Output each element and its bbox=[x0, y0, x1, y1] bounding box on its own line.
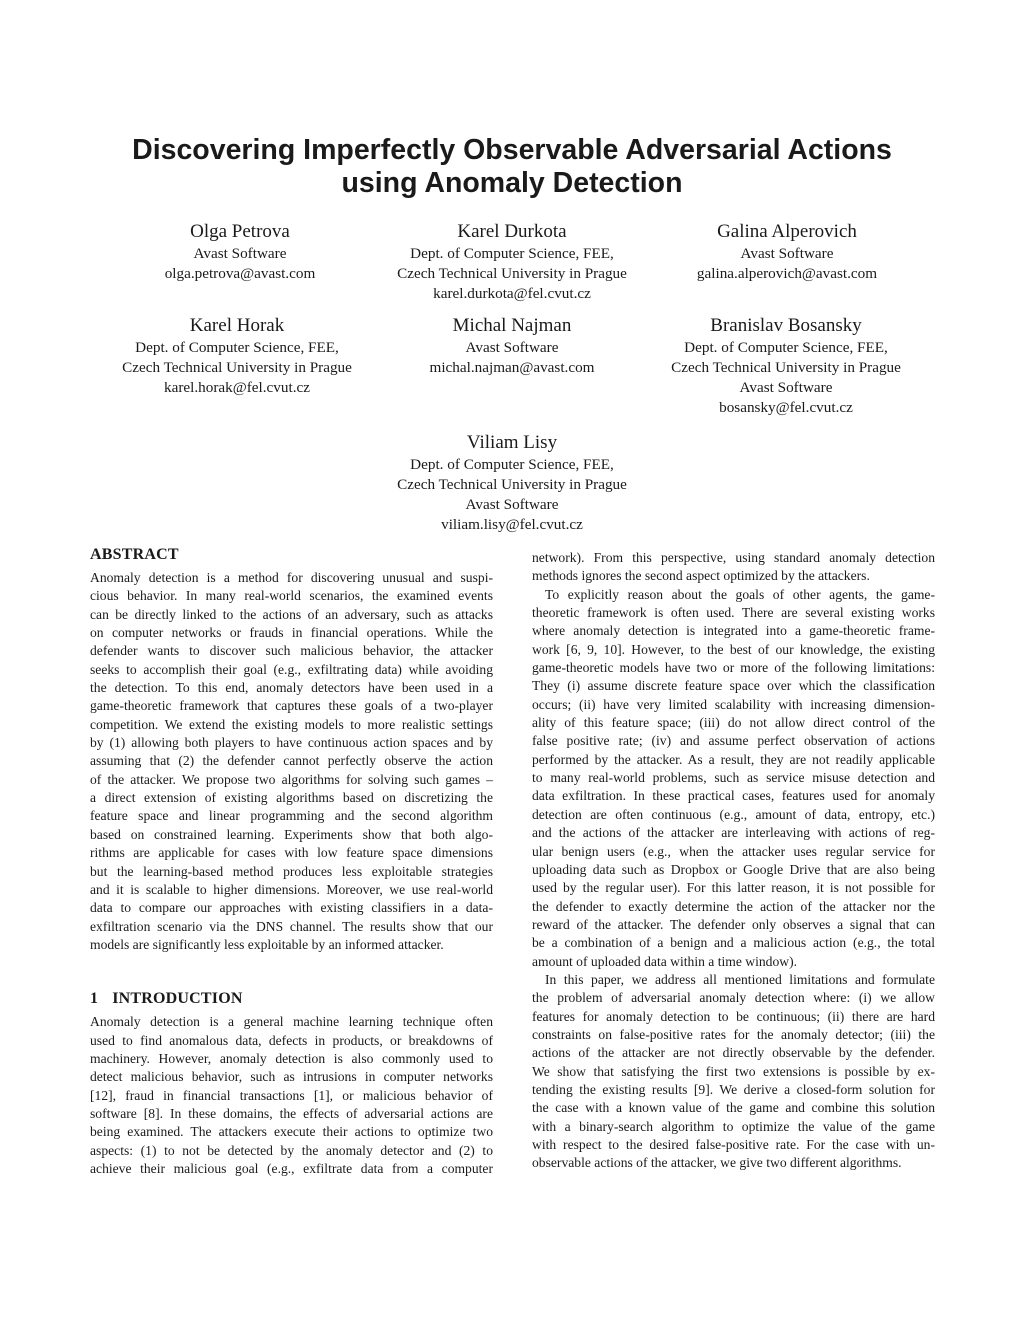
text-line: be a combination of a benign and a malicious action (e.g., the total bbox=[532, 935, 935, 951]
author-name: Michal Najman bbox=[452, 315, 572, 336]
text-line: actions of the attacker are not directly observable by the defender. bbox=[532, 1045, 935, 1061]
text-line: data exfiltration. In these practical cases, features used for anomaly bbox=[532, 788, 935, 804]
author-block bbox=[362, 431, 662, 535]
author-block bbox=[90, 220, 390, 284]
text-line: They (i) assume discrete feature space over which the classification bbox=[532, 678, 935, 694]
text-line: feature space and linear programming and the second algorithm bbox=[90, 808, 493, 824]
author-name: Branislav Bosansky bbox=[710, 315, 862, 336]
author-affiliation: Czech Technical University in Prague bbox=[671, 359, 901, 376]
text-line: detect malicious behavior, such as intrusions in computer networks bbox=[90, 1069, 493, 1085]
paragraph bbox=[532, 971, 935, 1173]
text-line: of the attacker. We propose two algorithms for solving such games – bbox=[90, 771, 493, 787]
author-affiliation: Czech Technical University in Prague bbox=[397, 265, 627, 282]
text-line: false positive rate; (iv) and assume perfect observation of actions bbox=[532, 733, 935, 749]
paper-title bbox=[60, 134, 964, 200]
title-line: Discovering Imperfectly Observable Adversarial Actions bbox=[132, 134, 892, 166]
section-title: INTRODUCTION bbox=[112, 990, 243, 1008]
author-affiliation: Dept. of Computer Science, FEE, bbox=[410, 245, 614, 262]
text-line: software [8]. In these domains, the effects of adversarial actions are bbox=[90, 1105, 493, 1121]
introduction-heading bbox=[90, 989, 493, 1009]
author-affiliation: Avast Software bbox=[193, 245, 287, 262]
text-line: performed by the attacker. As a result, they are not readily applicable bbox=[532, 751, 935, 767]
author-block bbox=[87, 314, 387, 398]
left-column bbox=[90, 545, 493, 1178]
text-line: seeks to accomplish their goal (e.g., exfiltrating data) while avoiding bbox=[90, 661, 493, 677]
text-line: and it is scalable to higher dimensions. Moreover, we use real-world bbox=[90, 881, 493, 897]
text-line: used by the regular user). For this latter reason, it is not possible for bbox=[532, 880, 935, 896]
author-affiliation: Avast Software bbox=[465, 339, 559, 356]
text-line: rithms are applicable for cases with low feature space dimensions bbox=[90, 845, 493, 861]
author-block bbox=[637, 220, 937, 284]
author-block bbox=[636, 314, 936, 418]
text-line: features for anomaly detection to be continuous; (ii) there are hard bbox=[532, 1008, 935, 1024]
text-line: ality of this feature space; (iii) do not allow direct control of the bbox=[532, 715, 935, 731]
author-affiliation: Czech Technical University in Prague bbox=[122, 359, 352, 376]
author-email: viliam.lisy@fel.cvut.cz bbox=[441, 516, 583, 533]
text-line: ular benign users (e.g., when the attacker uses regular service for bbox=[532, 843, 935, 859]
text-line: the defender to exactly determine the action of the attacker nor the bbox=[532, 898, 935, 914]
text-line: but the learning-based method produces less exploitable strategies bbox=[90, 863, 493, 879]
text-line: uploading data such as Dropbox or Google Drive that are also being bbox=[532, 861, 935, 877]
paragraph bbox=[532, 549, 935, 586]
author-email: bosansky@fel.cvut.cz bbox=[719, 399, 853, 416]
text-line: We show that satisfying the first two extensions is possible by ex- bbox=[532, 1063, 935, 1079]
text-line: to many real-world problems, such as service misuse detection and bbox=[532, 770, 935, 786]
text-line: data to compare our approaches with existing classifiers in a data- bbox=[90, 900, 493, 916]
text-line: machinery. However, anomaly detection is also commonly used to bbox=[90, 1050, 493, 1066]
text-line: observable actions of the attacker, we give two different algorithms. bbox=[532, 1155, 902, 1171]
author-affiliation: Dept. of Computer Science, FEE, bbox=[684, 339, 888, 356]
text-line: detection are often continuous (e.g., amount of data, entropy, etc.) bbox=[532, 806, 935, 822]
author-affiliation: Dept. of Computer Science, FEE, bbox=[410, 456, 614, 473]
text-line: game-theoretic models have two or more of the following limitations: bbox=[532, 660, 935, 676]
text-line: exfiltration scenario via the DNS channel. The results show that our bbox=[90, 918, 493, 934]
text-line: being examined. The attackers execute their actions to optimize two bbox=[90, 1124, 493, 1140]
text-line: reward of the attacker. The defender only observes a signal that can bbox=[532, 916, 935, 932]
text-line: the detection. To this end, anomaly detectors have been used in a bbox=[90, 680, 493, 696]
author-affiliation: Dept. of Computer Science, FEE, bbox=[135, 339, 339, 356]
author-affiliation: Czech Technical University in Prague bbox=[397, 476, 627, 493]
section-number: 1 bbox=[90, 990, 99, 1008]
author-name: Karel Durkota bbox=[457, 221, 567, 242]
author-name: Karel Horak bbox=[189, 315, 285, 336]
text-line: used to find anomalous data, defects in products, or breakdowns of bbox=[90, 1032, 493, 1048]
text-line: Anomaly detection is a method for discovering unusual and suspi- bbox=[90, 570, 493, 585]
author-affiliation: Avast Software bbox=[740, 245, 834, 262]
text-line: network). From this perspective, using standard anomaly detection bbox=[532, 550, 935, 565]
text-line: models are significantly less exploitable by an informed attacker. bbox=[90, 936, 444, 952]
author-email: galina.alperovich@avast.com bbox=[696, 265, 878, 282]
author-email: olga.petrova@avast.com bbox=[164, 265, 316, 282]
text-line: constraints on false-positive rates for the anomaly detector; (iii) the bbox=[532, 1026, 935, 1042]
text-line: game-theoretic framework that captures these goals of a two-player bbox=[90, 698, 493, 714]
author-email: michal.najman@avast.com bbox=[429, 359, 595, 376]
author-email: karel.durkota@fel.cvut.cz bbox=[433, 285, 591, 302]
text-line: tending the existing results [9]. We derive a closed-form solution for bbox=[532, 1081, 935, 1097]
text-line: and the actions of the attacker are interleaving with actions of reg- bbox=[532, 825, 935, 841]
author-name: Olga Petrova bbox=[190, 221, 290, 242]
abstract-body bbox=[90, 569, 493, 954]
author-name: Viliam Lisy bbox=[466, 432, 558, 453]
text-line: defender wants to discover such malicious behavior, the attacker bbox=[90, 643, 493, 659]
text-line: amount of uploaded data within a time window). bbox=[532, 953, 798, 969]
text-line: the problem of adversarial anomaly detection where: (i) we allow bbox=[532, 990, 935, 1006]
abstract-heading: ABSTRACT bbox=[90, 546, 179, 563]
text-line: theoretic framework is often used. There are several existing works bbox=[532, 605, 935, 621]
author-affiliation: Avast Software bbox=[739, 379, 833, 396]
author-block bbox=[362, 314, 662, 378]
text-line: cious behavior. In many real-world scenarios, the examined events bbox=[90, 588, 493, 604]
section-gap bbox=[90, 954, 493, 989]
text-line: assuming that (2) the defender cannot perfectly observe the action bbox=[90, 753, 493, 769]
text-line: with a binary-search algorithm to optimize the value of the game bbox=[532, 1118, 935, 1134]
text-line: where anomaly detection is integrated into a game-theoretic frame- bbox=[532, 623, 935, 639]
title-line: using Anomaly Detection bbox=[341, 167, 683, 199]
author-affiliation: Avast Software bbox=[465, 496, 559, 513]
paragraph bbox=[532, 586, 935, 971]
text-line: with respect to the desired false-positive rate. For the case with un- bbox=[532, 1137, 935, 1152]
text-line: methods ignores the second aspect optimized by the attackers. bbox=[532, 568, 870, 584]
text-line: [12], fraud in financial transactions [1], or malicious behavior of bbox=[90, 1087, 493, 1103]
author-block bbox=[362, 220, 662, 304]
text-line: achieve their malicious goal (e.g., exfiltrate data from a computer bbox=[90, 1160, 493, 1176]
text-line: a direct extension of existing algorithms based on discretizing the bbox=[90, 790, 493, 806]
right-column bbox=[532, 549, 935, 1173]
introduction-body bbox=[90, 1013, 493, 1178]
text-line: aspects: (1) to not be detected by the anomaly detector and (2) to bbox=[90, 1142, 493, 1158]
text-line: Anomaly detection is a general machine learning technique often bbox=[90, 1014, 493, 1030]
text-line: In this paper, we address all mentioned limitations and formulate bbox=[545, 971, 935, 987]
text-line: can be directly linked to the actions of an adversary, such as attacks bbox=[90, 606, 493, 622]
text-line: occurs; (ii) have very limited scalability with increasing dimension- bbox=[532, 696, 935, 712]
text-line: To explicitly reason about the goals of other agents, the game- bbox=[545, 586, 935, 602]
text-line: work [6, 9, 10]. However, to the best of our knowledge, the existing bbox=[532, 641, 935, 657]
text-line: competition. We extend the existing models to more realistic settings bbox=[90, 716, 493, 732]
text-line: on computer networks or frauds in financial operations. While the bbox=[90, 625, 493, 641]
text-line: the case with a known value of the game and combine this solution bbox=[532, 1100, 935, 1116]
text-line: by (1) allowing both players to have continuous action spaces and by bbox=[90, 735, 493, 751]
author-name: Galina Alperovich bbox=[717, 221, 857, 242]
text-line: based on constrained learning. Experiments show that both algo- bbox=[90, 826, 493, 842]
author-email: karel.horak@fel.cvut.cz bbox=[164, 379, 310, 396]
